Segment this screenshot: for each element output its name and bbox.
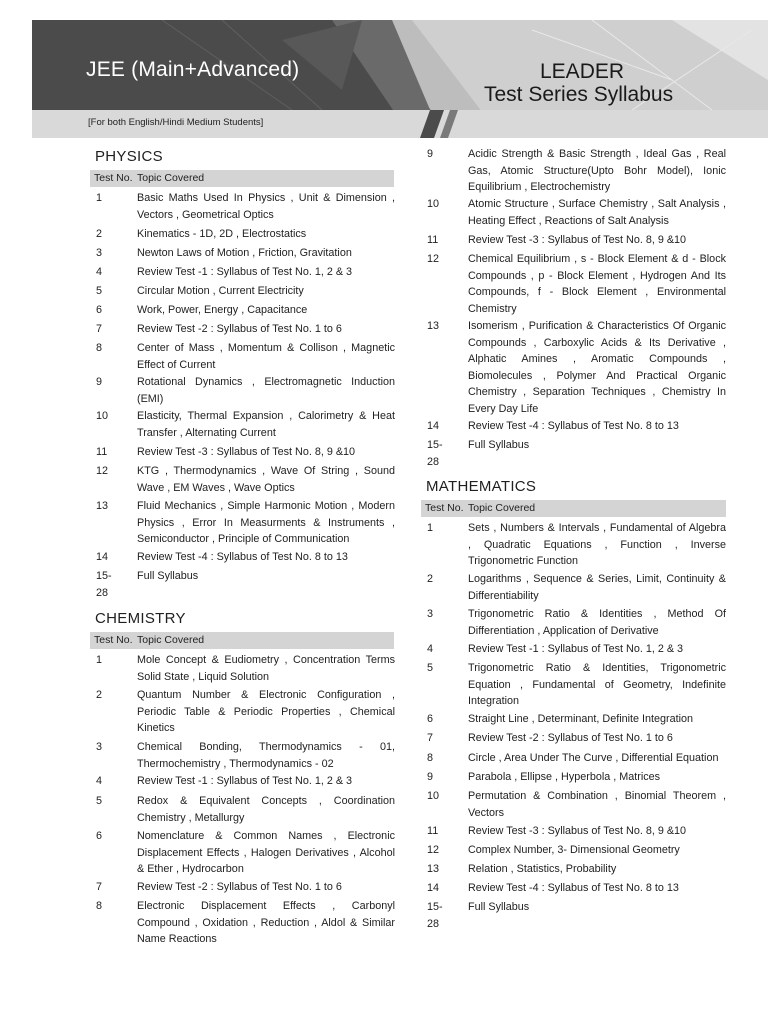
col-topic: Topic Covered: [468, 502, 536, 514]
test-number: 9: [427, 771, 434, 783]
topic-covered: Complex Number, 3- Dimensional Geometry: [468, 844, 680, 856]
topic-covered: Quantum Number & Electronic Configuration , Periodic Table & Periodic Properties , Chemical Kinetics: [137, 689, 395, 734]
topic-covered: Review Test -4 : Syllabus of Test No. 8 to 13: [468, 420, 679, 432]
topic-covered: Sets , Numbers & Intervals , Fundamental of Algebra , Quadratic Equations , Function , Inverse Trigonometric Function: [468, 522, 726, 567]
test-number: 13: [96, 500, 109, 512]
test-number: 12: [427, 253, 440, 265]
topic-covered: Review Test -1 : Syllabus of Test No. 1, 2 & 3: [137, 775, 353, 787]
topic-covered: Full Syllabus: [468, 901, 530, 913]
topic-covered: Review Test -1 : Syllabus of Test No. 1, 2 & 3: [468, 643, 684, 655]
topic-covered: Review Test -2 : Syllabus of Test No. 1 to 6: [137, 323, 342, 335]
test-number: 8: [427, 752, 434, 764]
topic-covered: Circular Motion , Current Electricity: [137, 285, 304, 297]
test-number: 3: [427, 608, 434, 620]
topic-covered: Review Test -3 : Syllabus of Test No. 8, 9 &10: [468, 825, 687, 837]
test-number: 14: [427, 420, 440, 432]
topic-covered: Relation , Statistics, Probability: [468, 863, 617, 875]
topic-covered: Nomenclature & Common Names , Electronic Displacement Effects , Halogen Derivatives , Alcohol & Ether , Hydrocarbon: [137, 830, 395, 875]
mathematics-heading: MATHEMATICS: [426, 478, 537, 495]
topic-covered: Newton Laws of Motion , Friction, Gravitation: [137, 247, 352, 259]
test-number: 13: [427, 863, 440, 875]
test-number: 11: [427, 234, 439, 246]
chemistry-heading: CHEMISTRY: [95, 610, 186, 627]
test-number: 6: [96, 830, 103, 842]
test-number: 2: [96, 228, 103, 240]
topic-covered: Parabola , Ellipse , Hyperbola , Matrices: [468, 771, 661, 783]
topic-covered: Rotational Dynamics , Electromagnetic Induction (EMI): [137, 376, 395, 405]
test-number: 5: [96, 795, 103, 807]
test-number: 10: [96, 410, 109, 422]
topic-covered: Electronic Displacement Effects , Carbonyl Compound , Oxidation , Reduction , Aldol & Similar Name Reactions: [137, 900, 395, 945]
topic-covered: Acidic Strength & Basic Strength , Ideal Gas , Real Gas, Atomic Structure(Upto Bohr Model), Ionic Equilibrium , Electrochemistry: [468, 148, 726, 193]
topic-covered: Kinematics - 1D, 2D , Electrostatics: [137, 228, 307, 240]
test-number: 3: [96, 247, 103, 259]
topic-covered: Straight Line , Determinant, Definite Integration: [468, 713, 694, 725]
header-banner: [32, 20, 768, 138]
topic-covered: Review Test -3 : Syllabus of Test No. 8, 9 &10: [137, 446, 356, 458]
test-number: 7: [96, 323, 103, 335]
col-test-no: Test No.: [94, 634, 133, 646]
physics-heading: PHYSICS: [95, 148, 163, 165]
test-number: 11: [427, 825, 439, 837]
topic-covered: Full Syllabus: [137, 570, 199, 582]
topic-covered: Atomic Structure , Surface Chemistry , Salt Analysis , Heating Effect , Reactions of Salt Analysis: [468, 198, 726, 227]
topic-covered: Mole Concept & Eudiometry , Concentration Terms Solid State , Liquid Solution: [137, 654, 395, 683]
test-number: 14: [427, 882, 440, 894]
topic-covered: Basic Maths Used In Physics , Unit & Dimension , Vectors , Geometrical Optics: [137, 192, 395, 221]
topic-covered: Logarithms , Sequence & Series, Limit, Continuity & Differentiability: [468, 573, 726, 602]
topic-covered: Redox & Equivalent Concepts , Coordination Chemistry , Metallurgy: [137, 795, 395, 824]
test-number: 15-28: [427, 439, 443, 468]
test-number: 15-28: [96, 570, 112, 599]
mathematics-table-header: [421, 500, 726, 517]
topic-covered: Chemical Bonding, Thermodynamics - 01, Thermochemistry , Thermodynamics - 02: [137, 741, 395, 770]
test-number: 12: [427, 844, 440, 856]
topic-covered: Trigonometric Ratio & Identities, Trigonometric Equation , Fundamental of Geometry, Indefinite Integration: [468, 662, 726, 707]
topic-covered: Review Test -2 : Syllabus of Test No. 1 to 6: [137, 881, 342, 893]
topic-covered: Work, Power, Energy , Capacitance: [137, 304, 308, 316]
medium-note: [For both English/Hindi Medium Students]: [88, 117, 264, 128]
topic-covered: Review Test -2 : Syllabus of Test No. 1 to 6: [468, 732, 673, 744]
test-number: 15-28: [427, 901, 443, 930]
topic-covered: Circle , Area Under The Curve , Differential Equation: [468, 752, 719, 764]
col-topic: Topic Covered: [137, 172, 205, 184]
test-number: 1: [96, 654, 103, 666]
col-topic: Topic Covered: [137, 634, 205, 646]
topic-covered: Review Test -1 : Syllabus of Test No. 1, 2 & 3: [137, 266, 353, 278]
exam-title: JEE (Main+Advanced): [86, 58, 300, 81]
topic-covered: Elasticity, Thermal Expansion , Calorimetry & Heat Transfer , Alternating Current: [137, 410, 395, 439]
test-number: 4: [96, 266, 103, 278]
test-number: 10: [427, 790, 440, 802]
test-number: 12: [96, 465, 109, 477]
test-number: 14: [96, 551, 109, 563]
topic-covered: Review Test -4 : Syllabus of Test No. 8 to 13: [137, 551, 348, 563]
topic-covered: Review Test -3 : Syllabus of Test No. 8, 9 &10: [468, 234, 687, 246]
topic-covered: Full Syllabus: [468, 439, 530, 451]
test-number: 13: [427, 320, 440, 332]
test-number: 7: [427, 732, 434, 744]
col-test-no: Test No.: [94, 172, 133, 184]
test-number: 10: [427, 198, 440, 210]
topic-covered: Review Test -4 : Syllabus of Test No. 8 to 13: [468, 882, 679, 894]
test-number: 9: [96, 376, 103, 388]
test-number: 3: [96, 741, 103, 753]
topic-covered: Trigonometric Ratio & Identities , Method Of Differentiation , Application of Derivative: [468, 608, 726, 637]
col-test-no: Test No.: [425, 502, 464, 514]
test-number: 11: [96, 446, 108, 458]
brand-name: LEADER: [540, 60, 625, 83]
test-number: 1: [96, 192, 103, 204]
test-number: 2: [96, 689, 103, 701]
test-number: 6: [96, 304, 103, 316]
test-number: 5: [427, 662, 434, 674]
test-number: 7: [96, 881, 103, 893]
test-number: 5: [96, 285, 103, 297]
topic-covered: Chemical Equilibrium , s - Block Element & d - Block Compounds , p - Block Element , Hydrogen And Its Compounds, f - Block Element , Environmental Chemistry: [468, 253, 726, 315]
test-number: 9: [427, 148, 434, 160]
topic-covered: Fluid Mechanics , Simple Harmonic Motion , Modern Physics , Error In Measurments & Instruments , Semiconductor , Principle of Communication: [137, 500, 395, 545]
chemistry-table-header: [90, 632, 394, 649]
test-number: 4: [427, 643, 434, 655]
topic-covered: Isomerism , Purification & Characteristics Of Organic Compounds , Carboxylic Acids & Its Derivative , Alphatic Amines , Aromatic Compounds , Biomolecules , Polymer And Practical Organic Chemistry , Separation Techniques , Chemistry In Every Day Life: [468, 320, 726, 415]
test-number: 4: [96, 775, 103, 787]
test-number: 6: [427, 713, 434, 725]
test-number: 2: [427, 573, 434, 585]
topic-covered: Permutation & Combination , Binomial Theorem , Vectors: [468, 790, 726, 819]
test-number: 8: [96, 900, 103, 912]
test-number: 8: [96, 342, 103, 354]
test-number: 1: [427, 522, 434, 534]
topic-covered: KTG , Thermodynamics , Wave Of String , Sound Wave , EM Waves , Wave Optics: [137, 465, 395, 494]
document-title: Test Series Syllabus: [484, 83, 674, 106]
physics-table-header: [90, 170, 394, 187]
topic-covered: Center of Mass , Momentum & Collison , Magnetic Effect of Current: [137, 342, 395, 371]
